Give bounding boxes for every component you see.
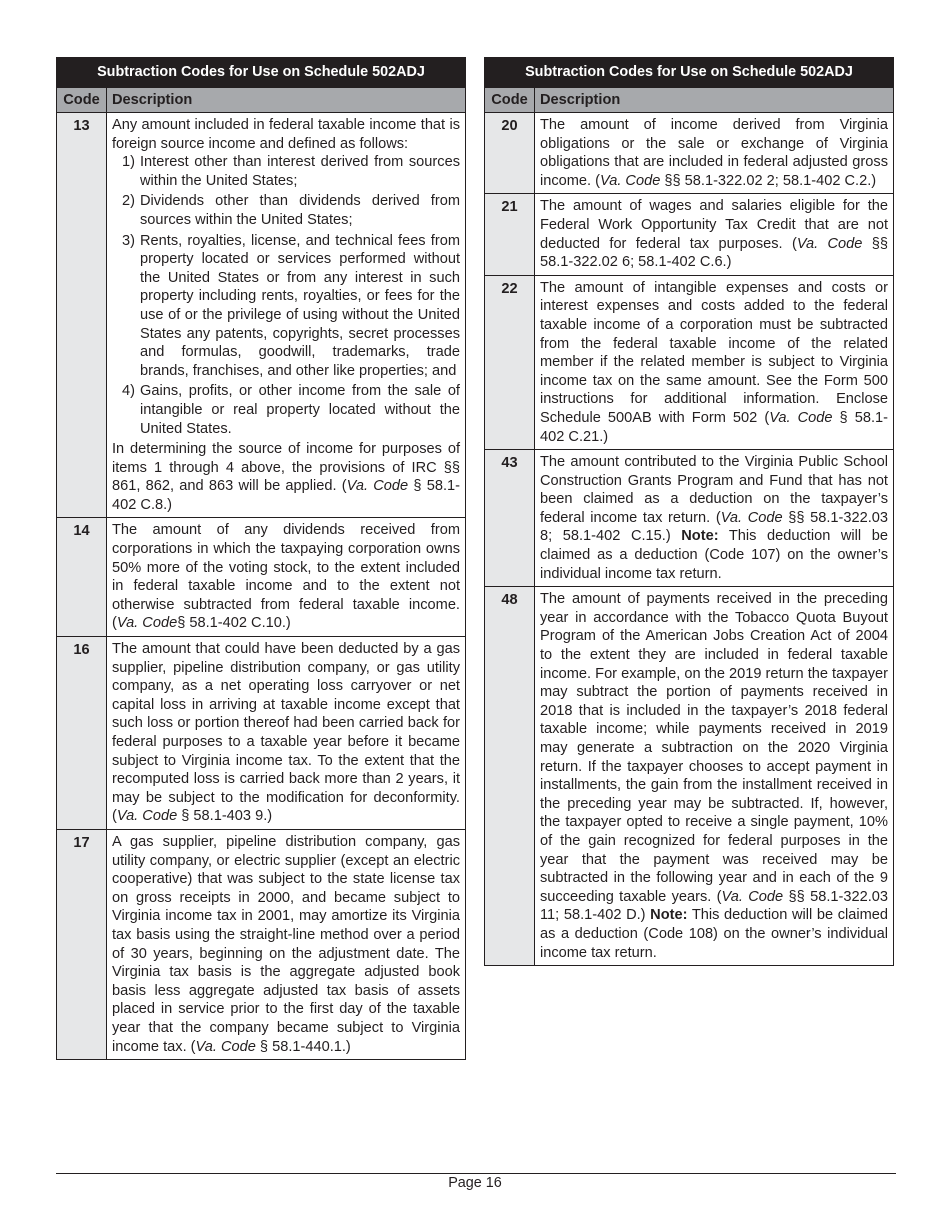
- description-cell: [107, 113, 466, 518]
- code-column-header: Code: [485, 88, 535, 113]
- footer-divider: [56, 1173, 896, 1174]
- list-item-number: 3): [122, 232, 135, 249]
- code-cell: 43: [485, 450, 535, 587]
- list-item-text: Gains, profits, or other income from the sale of intangible or real property located without the United States.: [140, 383, 460, 437]
- code-citation: Va. Code: [116, 615, 178, 632]
- list-item: [112, 382, 460, 438]
- list-item: [112, 192, 460, 229]
- code-citation: Va. Code: [116, 808, 178, 825]
- code-cell: 14: [57, 518, 107, 637]
- code-cell: 16: [57, 637, 107, 830]
- table-row: [57, 637, 466, 830]
- table-row: [485, 587, 894, 966]
- code-citation: Va. Code: [796, 235, 863, 252]
- subtraction-codes-table-left: [56, 57, 466, 1060]
- code-cell: 22: [485, 275, 535, 449]
- code-citation: Va. Code: [346, 478, 409, 495]
- list-item-text: Interest other than interest derived from sources within the United States;: [140, 154, 460, 189]
- description-cell: The amount contributed to the Virginia Public School Construction Grants Program and Fund that has not been claimed as a deduction on the taxpayer’s federal income tax return. (Va. Code §§ 58.1-322.03 8; 58.1-402 C.15.) Note: This deduction will be claimed as a deduction (Code 107) on the owner’s individual income tax return.: [535, 450, 894, 587]
- description-column-header: Description: [107, 88, 466, 113]
- code-citation: Va. Code: [600, 172, 661, 189]
- code-cell: 13: [57, 113, 107, 518]
- table-row: [57, 518, 466, 637]
- table-row: [485, 194, 894, 275]
- list-item: [112, 232, 460, 381]
- table-row: [57, 113, 466, 518]
- list-item: [112, 153, 460, 190]
- code-cell: 21: [485, 194, 535, 275]
- page-number: Page 16: [448, 1175, 502, 1191]
- description-cell: The amount of payments received in the preceding year in accordance with the Tobacco Quota Buyout Program of the American Jobs Creation Act of 2004 to the extent they are included in federal taxable income. For example, on the 2019 return the taxpayer may subtract the portion of payments received in 2018 that is included in the taxpayer’s 2018 federal taxable income; while payments received in 2019 may generate a subtraction on the 2020 Virginia return. If the taxpayer chooses to accept payment in installments, the gain from the installment received in the preceding year may be subtracted. If, however, the taxpayer opted to receive a single payment, 10% of the gain recognized for federal purposes in the year that the payment was received may be subtracted in the following year and in each of the 9 succeeding taxable years. (Va. Code §§ 58.1-322.03 11; 58.1-402 D.) Note: This deduction will be claimed as a deduction (Code 108) on the owner’s individual income tax return.: [535, 587, 894, 966]
- list-item-text: Rents, royalties, license, and technical fees from property located or services performed without the United States or from any interest in such property including rents, royalties, or fees for the use of or the privilege of using without the United States any patents, copyrights, secret processes and formulas, goodwill, trademarks, trade brands, franchises, and other like properties; and: [140, 232, 460, 379]
- code-citation: Va. Code: [721, 888, 784, 905]
- foreign-income-list: [112, 153, 460, 438]
- code-cell: 20: [485, 113, 535, 194]
- description-cell: The amount of any dividends received from corporations in which the taxpaying corporation owns 50% more of the voting stock, to the extent included in federal taxable income and to the extent not otherwise subtracted from federal taxable income. (Va. Code§ 58.1-402 C.10.): [107, 518, 466, 637]
- subtraction-codes-table-right: [484, 57, 894, 966]
- code-cell: 17: [57, 829, 107, 1059]
- code-citation: Va. Code: [769, 409, 833, 426]
- note-label: Note:: [650, 907, 688, 924]
- code-column-header: Code: [57, 88, 107, 113]
- description-cell: The amount that could have been deducted by a gas supplier, pipeline distribution company, or gas utility company, as a net operating loss carryover or net capital loss in arriving at taxable income except that such loss or portion thereof had been carried back for federal purposes to a taxable year before it became subject to Virginia income tax. To the extent that the recomputed loss is carried back more than 2 years, it may be subject to the modification for deconformity. (Va. Code § 58.1-403 9.): [107, 637, 466, 830]
- table-row: [485, 275, 894, 449]
- table-title: Subtraction Codes for Use on Schedule 502ADJ: [485, 58, 894, 88]
- list-item-number: 4): [122, 383, 135, 400]
- note-label: Note:: [681, 528, 719, 545]
- description-column-header: Description: [535, 88, 894, 113]
- table-row: [485, 113, 894, 194]
- description-cell: The amount of intangible expenses and costs or interest expenses and costs added to the federal taxable income of a corporation must be subtracted from the federal taxable income of the related member if the related member is subject to Virginia income tax on the same amount. See the Form 500 instructions for additional information. Enclose Schedule 500AB with Form 502 (Va. Code § 58.1-402 C.21.): [535, 275, 894, 449]
- description-intro: Any amount included in federal taxable income that is foreign source income and defined as follows:: [112, 117, 460, 152]
- description-cell: The amount of wages and salaries eligible for the Federal Work Opportunity Tax Credit that are not deducted for federal tax purposes. (Va. Code §§ 58.1-322.02 6; 58.1-402 C.6.): [535, 194, 894, 275]
- list-item-number: 2): [122, 193, 135, 210]
- list-item-text: Dividends other than dividends derived from sources within the United States;: [140, 193, 460, 228]
- code-citation: Va. Code: [720, 509, 783, 526]
- table-row: [485, 450, 894, 587]
- table-title: Subtraction Codes for Use on Schedule 502ADJ: [57, 58, 466, 88]
- table-row: [57, 829, 466, 1059]
- description-cell: The amount of income derived from Virginia obligations or the sale or exchange of Virginia obligations that are included in federal adjusted gross income. (Va. Code §§ 58.1-322.02 2; 58.1-402 C.2.): [535, 113, 894, 194]
- code-cell: 48: [485, 587, 535, 966]
- list-item-number: 1): [122, 154, 135, 171]
- code-citation: Va. Code: [195, 1038, 256, 1055]
- description-cell: A gas supplier, pipeline distribution company, gas utility company, or electric supplier (except an electric cooperative) that was subject to the state license tax on gross receipts in 2000, and became subject to Virginia income tax in 2001, may amortize its Virginia tax basis using the straight-line method over a period of 30 years, beginning on the adjustment date. The Virginia tax basis is the aggregate adjusted book basis less aggregate adjusted tax basis of assets placed in service prior to the first day of the taxable year that the company became subject to Virginia income tax. (Va. Code § 58.1-440.1.): [107, 829, 466, 1059]
- description-closing: In determining the source of income for purposes of items 1 through 4 above, the provisions of IRC §§ 861, 862, and 863 will be applied. (Va. Code § 58.1-402 C.8.): [112, 441, 460, 513]
